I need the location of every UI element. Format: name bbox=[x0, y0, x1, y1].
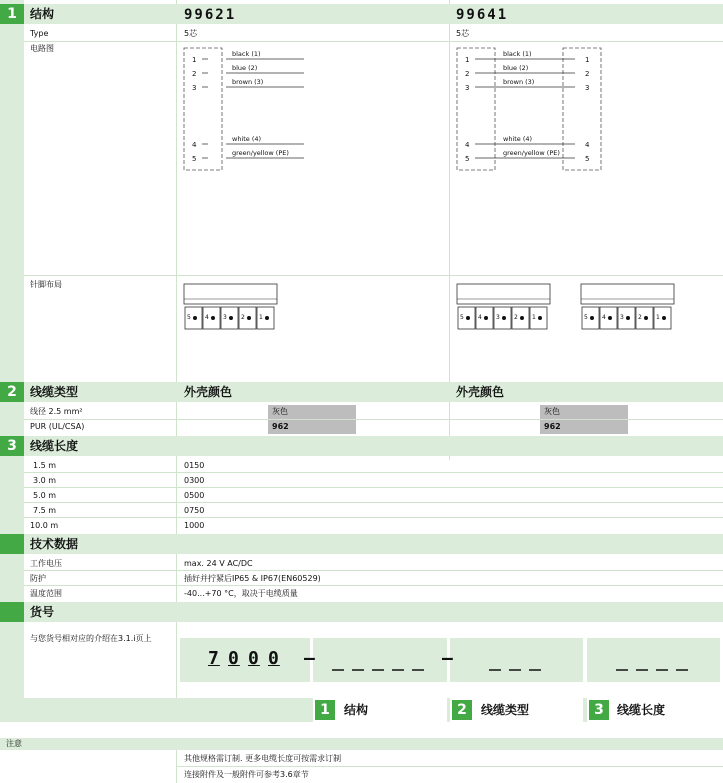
wire-label: blue (2) bbox=[503, 64, 529, 72]
svg-text:3: 3 bbox=[496, 314, 500, 321]
order-marker bbox=[0, 602, 24, 622]
wire-label: green/yellow (PE) bbox=[503, 149, 560, 157]
pin-label: 3 bbox=[585, 84, 590, 92]
circuit-diagram-a bbox=[182, 44, 312, 174]
code-cell-a: 962 bbox=[268, 420, 356, 434]
tech-value: 插好并拧紧后IP65 & IP67(EN60529) bbox=[184, 574, 321, 583]
section2-header bbox=[0, 382, 723, 402]
code-digit: 7 bbox=[208, 648, 220, 669]
tech-label: 防护 bbox=[30, 574, 46, 583]
notes-title: 注意 bbox=[6, 739, 22, 748]
pin-label: 3 bbox=[192, 84, 197, 92]
tech-label: 温度范围 bbox=[30, 589, 62, 598]
pin-label: 2 bbox=[192, 70, 197, 78]
legend-number: 1 bbox=[315, 700, 335, 720]
pin-label: 2 bbox=[465, 70, 470, 78]
wire-label: green/yellow (PE) bbox=[232, 149, 289, 157]
part-number-b: 99641 bbox=[456, 7, 509, 23]
legend-number: 3 bbox=[589, 700, 609, 720]
wire-label: brown (3) bbox=[232, 78, 264, 86]
wire-label: black (1) bbox=[503, 50, 532, 58]
tech-title: 技术数据 bbox=[30, 537, 79, 551]
pin-label: 5 bbox=[585, 155, 590, 163]
circuit-diagram-b bbox=[455, 44, 605, 174]
pin-label: 4 bbox=[585, 141, 590, 149]
order-title: 货号 bbox=[30, 605, 55, 619]
code-digit: 0 bbox=[228, 648, 240, 669]
pin-label: 4 bbox=[192, 141, 197, 149]
legend-label: 线缆类型 bbox=[481, 703, 530, 717]
length-code: 1000 bbox=[184, 521, 205, 530]
wire-label: black (1) bbox=[232, 50, 261, 58]
type-b: 5芯 bbox=[456, 29, 470, 38]
connector-drawing bbox=[580, 283, 676, 333]
circuit-label: 电路图 bbox=[30, 44, 54, 53]
wire-label: brown (3) bbox=[503, 78, 535, 86]
svg-text:4: 4 bbox=[478, 314, 482, 321]
pin-label: 1 bbox=[465, 56, 470, 64]
housing-color-title-a: 外壳颜色 bbox=[184, 385, 233, 399]
svg-text:3: 3 bbox=[620, 314, 624, 321]
type-label: Type bbox=[30, 29, 49, 38]
code-box-structure bbox=[313, 638, 447, 682]
section2-number: 2 bbox=[0, 382, 24, 402]
color-cell-b: 灰色 bbox=[540, 405, 628, 419]
pin-label: 2 bbox=[585, 70, 590, 78]
svg-text:1: 1 bbox=[656, 314, 660, 321]
code-box-base bbox=[180, 638, 310, 682]
pin-label: 5 bbox=[465, 155, 470, 163]
svg-text:2: 2 bbox=[241, 314, 245, 321]
tech-label: 工作电压 bbox=[30, 559, 62, 568]
section1-header bbox=[0, 4, 723, 24]
legend-label: 线缆长度 bbox=[617, 703, 666, 717]
pin-label: 4 bbox=[465, 141, 470, 149]
column-divider bbox=[176, 0, 177, 740]
code-blank-structure bbox=[330, 668, 440, 672]
legend-label: 结构 bbox=[344, 703, 369, 717]
svg-text:5: 5 bbox=[460, 314, 464, 321]
section3-header bbox=[0, 436, 723, 456]
svg-text:4: 4 bbox=[602, 314, 606, 321]
svg-text:5: 5 bbox=[584, 314, 588, 321]
pin-label: 1 bbox=[192, 56, 197, 64]
length-code: 0150 bbox=[184, 461, 205, 470]
code-box-cable-type bbox=[450, 638, 583, 682]
section1-number: 1 bbox=[0, 4, 24, 24]
length-label: 1.5 m bbox=[33, 461, 57, 470]
section2-title: 线缆类型 bbox=[30, 385, 79, 399]
svg-text:4: 4 bbox=[205, 314, 209, 321]
pin-label: 3 bbox=[465, 84, 470, 92]
order-header bbox=[0, 602, 723, 622]
cable-gauge-label: 线径 2.5 mm² bbox=[30, 407, 83, 416]
length-code: 0750 bbox=[184, 506, 205, 515]
code-blank-length bbox=[614, 668, 694, 672]
svg-text:1: 1 bbox=[532, 314, 536, 321]
svg-text:2: 2 bbox=[638, 314, 642, 321]
length-code: 0300 bbox=[184, 476, 205, 485]
tech-value: -40...+70 °C，取决于电缆质量 bbox=[184, 589, 298, 598]
section3-title: 线缆长度 bbox=[30, 439, 79, 453]
svg-text:1: 1 bbox=[259, 314, 263, 321]
color-cell-a: 灰色 bbox=[268, 405, 356, 419]
note-line: 其他规格需订制. 更多电缆长度可按需求订制 bbox=[184, 754, 342, 763]
cable-material-label: PUR (UL/CSA) bbox=[30, 422, 85, 431]
svg-text:5: 5 bbox=[187, 314, 191, 321]
code-digit: 0 bbox=[268, 648, 280, 669]
length-label: 7.5 m bbox=[33, 506, 57, 515]
tech-value: max. 24 V AC/DC bbox=[184, 559, 253, 568]
code-cell-b: 962 bbox=[540, 420, 628, 434]
part-number-a: 99621 bbox=[184, 7, 237, 23]
notes-header bbox=[0, 738, 723, 750]
pin-label: 1 bbox=[585, 56, 590, 64]
code-box-length bbox=[587, 638, 720, 682]
section3-number: 3 bbox=[0, 436, 24, 456]
tech-marker bbox=[0, 534, 24, 554]
length-code: 0500 bbox=[184, 491, 205, 500]
note-line: 连接附件及一般附件可参考3.6章节 bbox=[184, 770, 309, 779]
pin-layout-label: 针脚布局 bbox=[30, 280, 62, 289]
housing-color-title-b: 外壳颜色 bbox=[456, 385, 505, 399]
connector-drawing bbox=[183, 283, 279, 333]
tech-header bbox=[0, 534, 723, 554]
length-label: 3.0 m bbox=[33, 476, 57, 485]
code-digit: 0 bbox=[248, 648, 260, 669]
order-hint: 与您货号相对应的介绍在3.1.i页上 bbox=[30, 634, 152, 643]
type-a: 5芯 bbox=[184, 29, 198, 38]
pin-label: 5 bbox=[192, 155, 197, 163]
code-blank-cable-type bbox=[487, 668, 547, 672]
connector-drawing bbox=[456, 283, 552, 333]
length-label: 5.0 m bbox=[33, 491, 57, 500]
legend-number: 2 bbox=[452, 700, 472, 720]
code-dash: – bbox=[304, 648, 316, 669]
length-label: 10.0 m bbox=[30, 521, 59, 530]
svg-text:2: 2 bbox=[514, 314, 518, 321]
wire-label: white (4) bbox=[232, 135, 262, 143]
section1-title: 结构 bbox=[30, 7, 55, 21]
wire-label: white (4) bbox=[503, 135, 533, 143]
wire-label: blue (2) bbox=[232, 64, 258, 72]
svg-text:3: 3 bbox=[223, 314, 227, 321]
code-dash: – bbox=[442, 648, 454, 669]
